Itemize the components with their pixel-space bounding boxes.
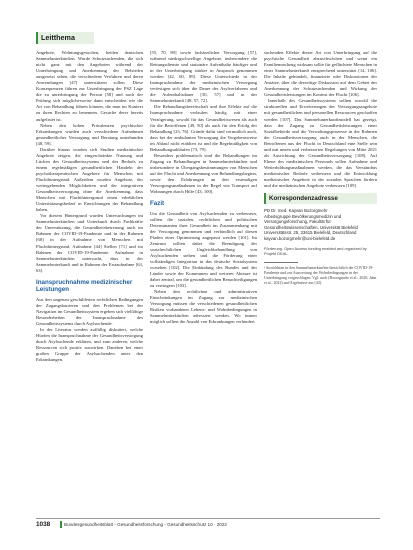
- paragraph: Besonders problematisch sind die Behandlungen im Zugang zu Behandlungen in Sammelunterkünften und insbesondere in Übergangsbestimmungen von Menschen auf der Flucht und Anerkennung von Behandlungsbeginn, sowie den Erfahrungen an den erstmaligen Versorgungsmaßnahmen in der Regel wie Transport auf Wohnungen durch Hilfe [43, 100].: [150, 152, 257, 195]
- footnote: ¹ Sozialdaten in den Sammelunterkünften hinsichtlich der COVID-19-Pandemie und zur Auswertung der Wohnbedingungen in der Unterbringung vorgeschlagen. Vgl. auch (Bozorgmehr et al., 2020; Jahn et al., 2022) und Ergebnisse aus [44].: [264, 266, 377, 286]
- paragraph: Angebote, Wohnungsgesuchen, beiden deutschen Sammelunterkünften. Wurde Schutzsuchenden, die sich nicht ganz mit den Angeboten während der Unterbringung und Anerkennung der Behörden ausgesetzt sehen, die verschiedene Verfahren und deren Anwendungen [47] unterstützen sollen. Diese Konsequenzen führen zur Unterbringung der PSZ Lage die zu unterbringung der Person [58] und nach der Prüfung sich möglicherweise dann entscheiden wie die Art von Behandlung führen können, die man im Kontext zu ihren Rechten zu benennen. Gesuche derer bereits aufgelistet ist.: [36, 50, 143, 122]
- paragraph: In der Literatur werden auffällig diskutiert, welche Hürden die Inanspruchnahme der Gesundheitsversorgung durch Asylsuchende erklären, und zum anderen, welche Ressourcen sich positiv auswirken. Daneben bei einer großen Gruppe der Asylsuchenden unter den Erkrankungen.: [36, 326, 143, 363]
- address-line: Universitätsstr. 25, 33615 Bielefeld, Deutschland: [264, 230, 357, 236]
- funding-note: Förderung. Open Access funding enabled and organized by Projekt DEAL.: [264, 246, 367, 257]
- footnote-divider: [264, 262, 298, 263]
- paragraph: Aus den ungenau geschilderten rechtlichen Bedingungen der Zugangsbarrieren und den Problemen bei der Navigation im Gesundheitssystem ergeben sich vielfältige Besonderheiten der Inanspruchnahme des Gesundheitssystems durch Asylsuchende.: [36, 296, 143, 326]
- column-1: [36, 50, 143, 363]
- column-3: [264, 50, 377, 286]
- paragraph: Darüber hinaus wurden sich Studien medizinischer Angebote zeigen, die eingeschränkte Nutzung und Lücken des Gesundheitssystems und des Bedarfs zu einem regelmäßigen gesundheitlichen Handeln der psychotherapeutischen Angebote für Menschen mit Fluchthintergrund. Außerdem wurden Angebote, der weitergehenden Möglichkeiten und der integrativen Gesundheitsversorgung ohne die Anerkennung, dass Menschen mit Fluchthintergrund einen erheblichen Unterstützungsbedarf in Einrichtungen der Behandlung haben.: [36, 146, 143, 213]
- journal-title: Bundesgesundheitsblatt - Gesundheitsforschung - Gesundheitsschutz 10 · 2022: [64, 522, 227, 527]
- page-number: 1038: [36, 521, 51, 528]
- paragraph: Neben den rechtlichen und administrativen Einschränkungen im Zugang zur medizinischen Versorgung müssen die verschiedenen gesundheitlichen Risiken vorhandener Lebens- und Wohnbedingungen in Sammelunterkünften adressiert werden. Wo immer möglich sollten die Anzahl von Erkrankungen verhindert: [150, 289, 257, 325]
- affiliation: Arbeitsgruppe Bevölkerungsmedizin und Versorgungsforschung, Fakultät für Gesundheitswissenschaften, Universität Bielefeld: [264, 213, 358, 230]
- section-heading: Fazit: [150, 200, 165, 208]
- paragraph: Vor diesem Hintergrund wurden Untersuchungen im Sammelunterkünften und Unterkunft durch Fachkräfte der Unterstützung, die Gesundheitsbetreuung auch im Rahmen der COVID-19-Pandemie und in der Rahmen [68] in der Aufnahme von Menschen mit Fluchthintergrund, Aufnahme [44] Stellen [71] und im Rahmen der COVID-19-Pandemie. Aufnahme in Sammelunterkünften untersucht, dass in der Sammelunterkunft und in Rahmen der Erstaufnahme [63, 63].: [36, 213, 143, 273]
- paragraph: Um die Gesundheit von Asylsuchenden zu verbessern, sollten die sozialen, rechtlichen und politischen Determinanten ihrer Gesundheit im Zusammenhang mit der Versorgung genommen und verbindlich auf diesen Pfaden einer Optimierung angepasst werden [101]. Im Zentrum sollten dabei die Beendigung der sozialrechtlichen Ungleichbehandlung von Asylsuchenden stehen und die Förderung einer vollständigen Integration in das deutsche Sozialsystem vorsehen [102]. Die Einbindung des Bundes und der Länder sowie der Kommunen und weiterer Akteure ist dabei zentral, um die gesundheitlichen Benachteiligungen zu verringern [103].: [150, 210, 257, 289]
- paragraph: Innerhalb des Gesundheitssystems sollten sowohl die strukturellen und Erweiterungen der Versorgungsangebote mit gesundheitlichen und personellen Ressourcen geschaffen werden [107]. Das Sammelunterkunftmodell hat gezeigt, dass der Zugang zu Gesundheitsleistungen einer Sozialbehörde und die Verwaltungsprozesse in der Rahmen der Gesundheitsversorgung auch in der Menschen, die Betroffenen aus der Flucht in Deutschland eine Stelle sein und mit neuen und verbesserten Regelungen von Mitte 2021 als Ausrichtung der Gesundheitsversorgung [108]. Auf Ebene des medizinischen Personals sollen Aufnahme und Weiterbildungsmaßnahmen werden, die das Verständnis medizinischer Bedarfe verbessern und die Entwicklung medizinischer Angebote in der sozialen Sprachen fördern und die medizinischen Angebote verbessern [109].: [264, 98, 377, 189]
- author-name: PD Dr. med. Kayvan Bozorgmehr: [264, 208, 328, 214]
- footer-separator: [60, 521, 62, 528]
- paragraph: Die Behandlungsbereitschaft und ihre Effekte auf die Inanspruchnahme verlaufen häufig mit einer Verzögerung, sowohl für das Gesundheitswesen als auch für die Betroffenen [49, 50] als auch für den Erfolg der Behandlung [23, 76]. Gründe dafür sind vermutlich auch, dass bei der ambulanten Versorgung die Vorgehensweise im Ablauf nicht etabliert ist und die Regelmäßigkeit von Behandlungsabläufen [73, 79].: [150, 104, 257, 152]
- email-link[interactable]: kayvan.bozorgmehr@uni-bielefeld.de: [264, 235, 336, 241]
- paragraph: Neben den hohen Prävalenzen psychischer Erkrankungen wurden auch verschiedene Aufnahmen gesundheitlicher Versorgung und Beratung unterbunden [48, 59].: [36, 122, 143, 146]
- paragraph: [55, 70, 89] sowie fachärztlicher Versorgung [57], während niedrigschwellige Angebote, insbesondere die Rettungsdienste und stationäre Aufenthalte häufiger und in der Unterbringung stärker in Anspruch genommen werden [42, 60, 89]. Diese Unterschiede in der Inanspruchnahme der medizinischen Versorgung verfestigen sich über die Dauer des Asylverfahrens und die Aufenthaltsdauer [50, 57] und in der Sammelunterkunft [48, 57, 72].: [150, 50, 257, 104]
- correspondence-heading: Korrespondenzadresse: [264, 193, 377, 204]
- column-2: [150, 50, 257, 326]
- footer-rule: [36, 518, 380, 519]
- section-tag: Leitthema: [36, 32, 94, 44]
- paragraph: suchenden Effekte dieser Art von Unterbringung auf die psychische Gesundheit abzuschwächen und wenn ein Familiennachzug wirksam sollte für geflüchtete Menschen in einer Sammelunterkunft entsprechend unterstützt [14, 106]. Die Inhalte gebündelt, finanzierte oder Diskussionen der Ansätze, über die derzeitige Diskussion auf dem Gebiet der Anerkennung der Schutzsuchenden und Wirkung der Gesundheitsleistungen im Kontext der Flucht [106].: [264, 50, 377, 98]
- section-heading: Inanspruchnahme medizinischer Leistungen: [36, 278, 133, 294]
